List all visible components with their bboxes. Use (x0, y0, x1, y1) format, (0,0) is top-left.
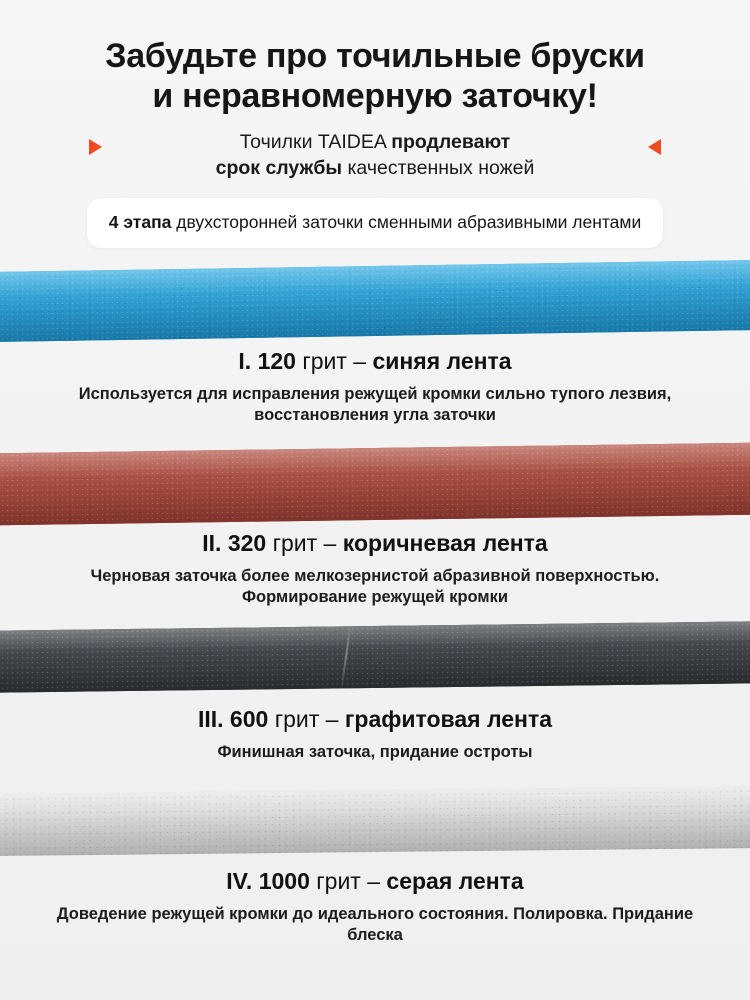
stage-block-2 (0, 530, 750, 609)
stage-4-title (38, 868, 712, 896)
stage-2-description: Черновая заточка более мелкозернистой абразивной поверхностью. Формирование режущей кромки (90, 566, 660, 607)
belt-gloss (0, 621, 750, 692)
callout-card (87, 198, 663, 249)
belt-gloss (0, 786, 750, 856)
stage-3-title-grit: III. 600 (197, 706, 275, 732)
stage-3-title-mid: грит – (274, 706, 345, 732)
belt-surface-blue (0, 260, 750, 342)
stage-3-title-belt: графитовая лента (344, 706, 553, 732)
subline-bold-1: продлевают (391, 131, 511, 154)
abrasive-belt-blue (0, 260, 750, 342)
stage-1-title-belt: синяя лента (372, 348, 512, 374)
abrasive-belt-graphite (0, 621, 750, 692)
stage-4-title-grit: IV. 1000 (226, 868, 317, 894)
triangle-right-icon (89, 139, 102, 155)
stage-2-title-mid: грит – (272, 530, 343, 556)
header (0, 0, 750, 248)
stage-2-title-belt: коричневая лента (342, 530, 548, 556)
stage-1-description: Используется для исправления режущей кромки сильно тупого лезвия, восстановления угла заточки (78, 384, 672, 425)
headline-line-2: и неравномерную заточку! (152, 77, 598, 116)
stage-3-title (38, 706, 712, 734)
subline-container (115, 130, 635, 181)
stage-1-title-grit: I. 120 (238, 348, 303, 374)
triangle-left-icon (648, 139, 661, 155)
abrasive-belt-brown (0, 443, 750, 525)
subline-text-2: качественных ножей (342, 156, 535, 179)
stage-4-title-mid: грит – (316, 868, 387, 894)
belt-gloss (0, 443, 750, 525)
page-title (24, 36, 726, 116)
headline-line-1: Забудьте про точильные бруски (105, 37, 645, 75)
belt-gloss (0, 260, 750, 342)
abrasive-belt-grey (0, 786, 750, 856)
stage-2-title (38, 530, 712, 558)
stage-block-3 (0, 706, 750, 763)
stage-1-title-mid: грит – (302, 348, 373, 374)
belt-surface-graphite (0, 621, 750, 692)
subline (115, 130, 635, 181)
stage-4-description: Доведение режущей кромки до идеального состояния. Полировка. Придание блеска (56, 904, 694, 945)
stage-4-title-belt: серая лента (386, 868, 524, 894)
stage-1-title (38, 348, 712, 376)
subline-text-1: Точилки TAIDEA (239, 131, 392, 154)
belt-surface-grey (0, 786, 750, 856)
stage-block-4 (0, 868, 750, 947)
callout-bold: 4 этапа (108, 211, 172, 232)
subline-bold-2: срок службы (215, 156, 343, 179)
belt-surface-brown (0, 443, 750, 525)
stage-3-description: Финишная заточка, придание остроты (217, 742, 533, 761)
stage-2-title-grit: II. 320 (202, 530, 273, 556)
stage-block-1 (0, 348, 750, 427)
callout-rest: двухсторонней заточки сменными абразивными лентами (171, 211, 642, 232)
